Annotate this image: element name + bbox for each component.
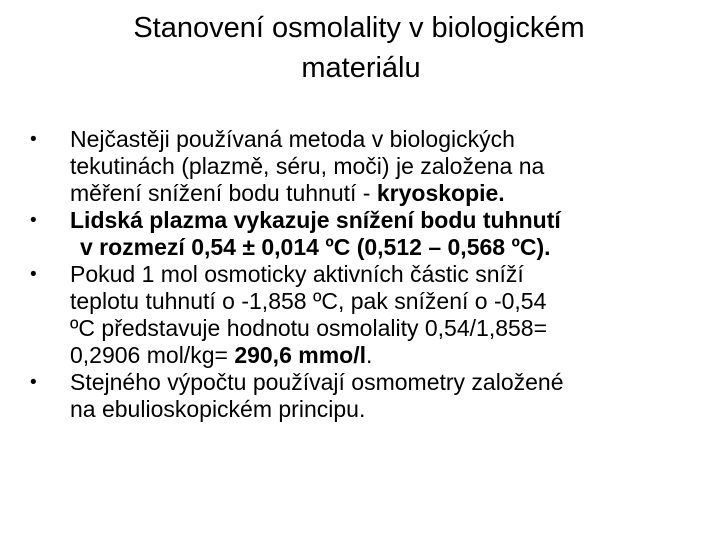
bullet-item-plasma-range (30, 207, 690, 261)
bullet-text-line: v rozmezí 0,54 ± 0,014 ºC (0,512 – 0,568 ºC). (80, 234, 551, 260)
bullet-text-line: tekutinách (plazmě, séru, moči) je založena na (70, 153, 545, 179)
bullet-item-ebullioscopy (30, 369, 690, 423)
bullet-text-line: teplotu tuhnutí o -1,858 ºC, pak snížení o -0,54 (70, 288, 547, 314)
bullet-text-segment: měření snížení bodu tuhnutí - (70, 180, 377, 206)
bullet-text-segment: . (366, 342, 373, 368)
bullet-text-line: Lidská plazma vykazuje snížení bodu tuhnutí (70, 207, 561, 233)
bullet-emphasis: kryoskopie. (376, 180, 505, 206)
slide-title (0, 8, 720, 88)
bullet-icon: • (30, 210, 37, 231)
bullet-text-line: Pokud 1 mol osmoticky aktivních částic sníží (70, 261, 524, 287)
bullet-text-line: na ebulioskopickém principu. (70, 396, 366, 422)
bullet-text-line: ºC představuje hodnotu osmolality 0,54/1,858= (70, 315, 548, 341)
bullet-item-freezing-point-method (30, 126, 690, 207)
bullet-emphasis: 290,6 mmo/l (234, 342, 366, 368)
title-line-1: Stanovení osmolality v biologickém (133, 12, 585, 44)
title-line-2: materiálu (301, 52, 421, 84)
bullet-item-osmolality-calculation (30, 261, 690, 369)
bullet-text-line: Nejčastěji používaná metoda v biologických (70, 126, 515, 152)
bullet-text-line (70, 180, 690, 207)
bullet-text-segment: 0,2906 mol/kg= (70, 342, 235, 368)
bullet-icon: • (30, 372, 37, 393)
bullet-text-line (70, 342, 690, 369)
bullet-icon: • (30, 264, 37, 285)
bullet-icon: • (30, 129, 37, 150)
bullet-list (30, 126, 690, 423)
bullet-text-line: Stejného výpočtu používají osmometry založené (70, 369, 564, 395)
